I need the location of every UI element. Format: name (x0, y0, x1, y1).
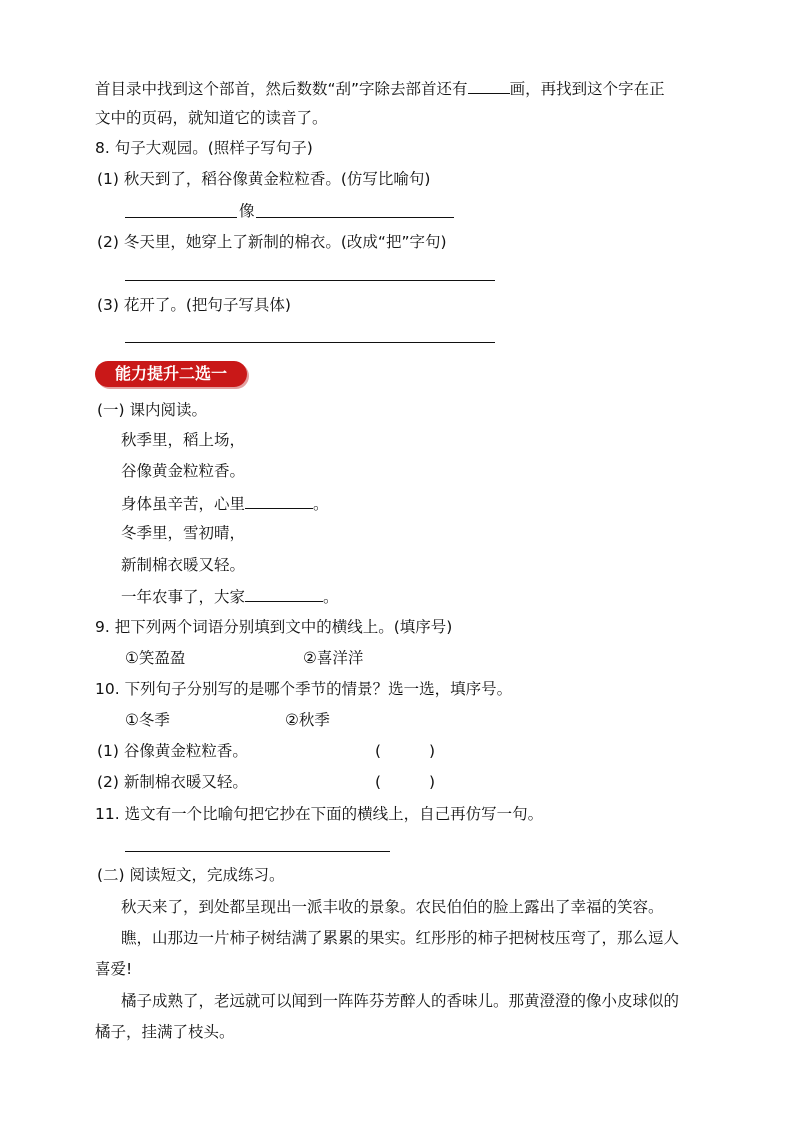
part2-para1: 秋天来了，到处都呈现出一派丰收的景象。农民伯伯的脸上露出了幸福的笑容。 (121, 898, 664, 916)
q10-item1-paren-open: ( (375, 742, 382, 760)
q11-answer-line[interactable] (125, 851, 390, 852)
q11-title: 11. 选文有一个比喻句把它抄在下面的横线上，自己再仿写一句。 (95, 805, 544, 823)
q8-item2-answer-line[interactable] (125, 280, 495, 281)
q8-item1-answer-line-a[interactable] (125, 217, 237, 218)
part2-title: (二) 阅读短文，完成练习。 (97, 866, 285, 884)
poem-line-1: 秋季里，稻上场， (121, 431, 246, 449)
q10-item2-paren-close: ) (429, 773, 436, 791)
q8-title: 8. 句子大观园。(照样子写句子) (95, 139, 313, 157)
poem-line-3 (121, 492, 329, 515)
part2-para3-line1: 橘子成熟了，老远就可以闻到一阵阵芬芳醉人的香味儿。那黄澄澄的像小皮球似的 (121, 992, 680, 1010)
q8-item1: (1) 秋天到了，稻谷像黄金粒粒香。(仿写比喻句) (97, 170, 431, 188)
q10-item2-paren-open: ( (375, 773, 382, 791)
top-para-line1-post: 画，再找到这个字在正 (509, 80, 665, 98)
poem-line-5: 新制棉衣暖又轻。 (121, 556, 246, 574)
q10-title: 10. 下列句子分别写的是哪个季节的情景？选一选，填序号。 (95, 680, 513, 698)
part2-para2-line2: 喜爱! (95, 960, 133, 978)
section-badge: 能力提升二选一 (95, 361, 247, 387)
top-para-line2: 文中的页码，就知道它的读音了。 (95, 109, 328, 127)
part2-para2-line1: 瞧，山那边一片柿子树结满了累累的果实。红彤彤的柿子把树枝压弯了，那么逗人 (121, 929, 680, 947)
q10-option-2: ②秋季 (285, 711, 330, 729)
q10-item1: (1) 谷像黄金粒粒香。 (97, 742, 248, 760)
q8-item1-answer-line-b[interactable] (256, 217, 454, 218)
q8-item3: (3) 花开了。(把句子写具体) (97, 296, 291, 314)
poem-line-4: 冬季里，雪初晴， (121, 524, 246, 542)
q8-item2: (2) 冬天里，她穿上了新制的棉衣。(改成“把”字句) (97, 233, 447, 251)
poem-line-6 (121, 585, 339, 608)
q10-item2: (2) 新制棉衣暖又轻。 (97, 773, 248, 791)
q8-item1-mid: 像 (239, 202, 255, 220)
poem-line-3-end: 。 (313, 495, 329, 513)
q10-option-1: ①冬季 (125, 711, 170, 729)
part1-title: (一) 课内阅读。 (97, 401, 208, 419)
q10-item1-paren-close: ) (429, 742, 436, 760)
poem-line-3-text: 身体虽辛苦，心里 (121, 495, 246, 513)
top-para-line1 (95, 77, 665, 100)
q9-option-2: ②喜洋洋 (303, 649, 364, 667)
q9-title: 9. 把下列两个词语分别填到文中的横线上。(填序号) (95, 618, 453, 636)
stroke-count-blank[interactable] (468, 77, 510, 94)
poem-line-2: 谷像黄金粒粒香。 (121, 462, 246, 480)
poem-blank-2[interactable] (245, 585, 323, 602)
q9-option-1: ①笑盈盈 (125, 649, 186, 667)
q8-item3-answer-line[interactable] (125, 342, 495, 343)
part2-para3-line2: 橘子，挂满了枝头。 (95, 1023, 235, 1041)
top-para-line1-pre: 首目录中找到这个部首，然后数数“刮”字除去部首还有 (95, 80, 468, 98)
poem-line-6-text: 一年农事了，大家 (121, 588, 246, 606)
poem-blank-1[interactable] (245, 492, 313, 509)
poem-line-6-end: 。 (323, 588, 339, 606)
